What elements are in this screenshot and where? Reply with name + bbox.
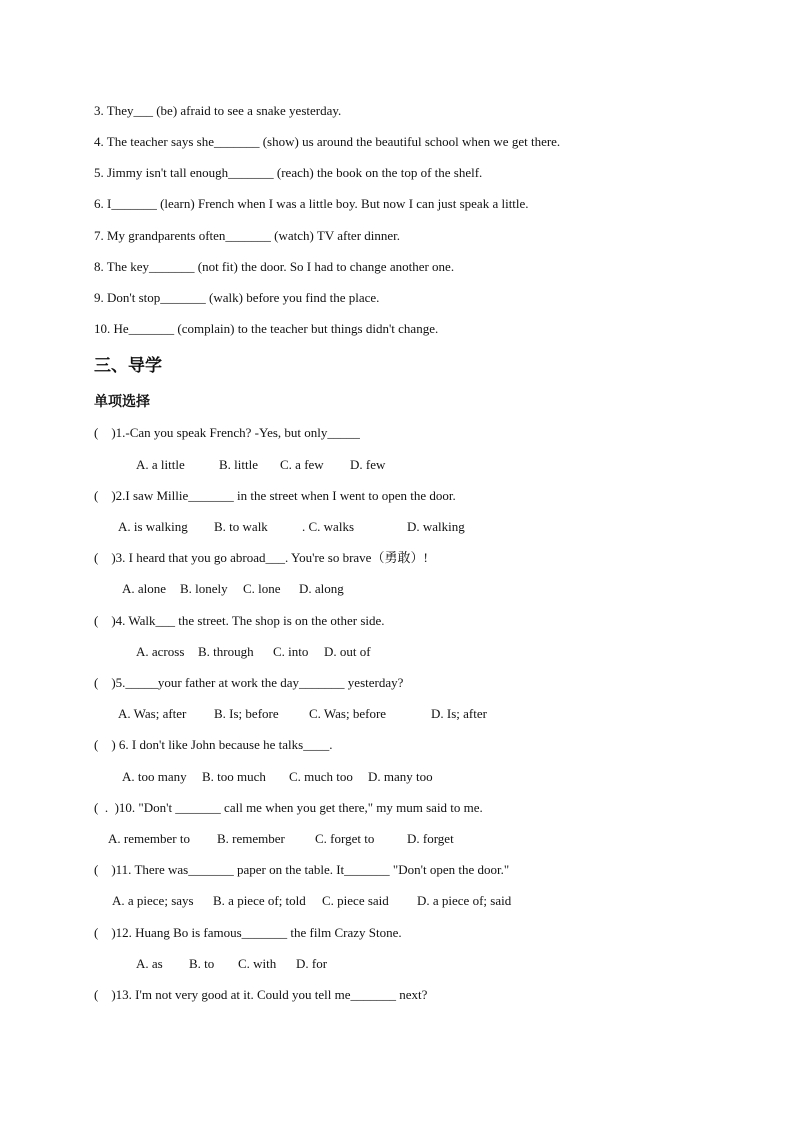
fill-blank-line: 9. Don't stop_______ (walk) before you find the place. (94, 290, 380, 305)
question-stem: ( )3. I heard that you go abroad___. You're so brave（勇敢）! (94, 550, 428, 565)
subsection-title: 单项选择 (94, 394, 150, 410)
answer-option: D. for (296, 956, 328, 971)
answer-option: D. out of (324, 644, 371, 659)
answer-option: D. Is; after (431, 706, 487, 721)
answer-option: B. too much (202, 769, 266, 784)
answer-option: A. across (136, 644, 185, 659)
fill-blank-line: 10. He_______ (complain) to the teacher but things didn't change. (94, 321, 439, 336)
answer-option: A. a little (136, 457, 185, 472)
fill-blank-line: 5. Jimmy isn't tall enough_______ (reach) the book on the top of the shelf. (94, 165, 483, 180)
fill-blank-line: 3. They___ (be) afraid to see a snake yesterday. (94, 103, 342, 118)
answer-option: A. is walking (118, 519, 188, 534)
answer-option: C. much too (289, 769, 353, 784)
answer-option: A. a piece; says (112, 893, 194, 908)
answer-option: C. into (273, 644, 309, 659)
answer-option: A. alone (122, 581, 167, 596)
question-stem: ( )13. I'm not very good at it. Could you tell me_______ next? (94, 987, 428, 1002)
question-stem: ( )4. Walk___ the street. The shop is on the other side. (94, 613, 385, 628)
answer-option: B. lonely (180, 581, 228, 596)
answer-option: B. little (219, 457, 258, 472)
answer-option: A. Was; after (118, 706, 187, 721)
answer-option: D. along (299, 581, 344, 596)
fill-blank-line: 4. The teacher says she_______ (show) us around the beautiful school when we get there. (94, 134, 561, 149)
answer-option: B. to (189, 956, 215, 971)
answer-option: A. too many (122, 769, 187, 784)
answer-option: C. forget to (315, 831, 375, 846)
fill-blank-line: 7. My grandparents often_______ (watch) TV after dinner. (94, 228, 401, 243)
answer-option: D. many too (368, 769, 433, 784)
answer-option: D. a piece of; said (417, 893, 512, 908)
answer-option: B. remember (217, 831, 285, 846)
answer-option: B. through (198, 644, 254, 659)
question-stem: ( )5._____your father at work the day_______ yesterday? (94, 675, 404, 690)
answer-option: B. Is; before (214, 706, 279, 721)
question-stem: ( )12. Huang Bo is famous_______ the film Crazy Stone. (94, 925, 402, 940)
answer-option: C. Was; before (309, 706, 387, 721)
answer-option: B. to walk (214, 519, 268, 534)
answer-option: D. few (350, 457, 386, 472)
answer-option: B. a piece of; told (213, 893, 306, 908)
question-stem: ( )2.I saw Millie_______ in the street when I went to open the door. (94, 488, 456, 503)
answer-option: A. as (136, 956, 163, 971)
question-stem: ( )1.-Can you speak French? -Yes, but only_____ (94, 425, 360, 440)
question-stem: ( )11. There was_______ paper on the table. It_______ "Don't open the door." (94, 862, 510, 877)
answer-option: C. lone (243, 581, 281, 596)
answer-option: A. remember to (108, 831, 190, 846)
section-title: 三、导学 (94, 356, 162, 376)
answer-option: D. forget (407, 831, 454, 846)
answer-option: . C. walks (302, 519, 354, 534)
answer-option: C. piece said (322, 893, 389, 908)
answer-option: C. with (238, 956, 277, 971)
answer-option: D. walking (407, 519, 465, 534)
fill-blank-line: 8. The key_______ (not fit) the door. So I had to change another one. (94, 259, 455, 274)
fill-blank-line: 6. I_______ (learn) French when I was a little boy. But now I can just speak a little. (94, 196, 529, 211)
question-stem: ( ) 6. I don't like John because he talks____. (94, 737, 333, 752)
answer-option: C. a few (280, 457, 324, 472)
question-stem: ( . )10. "Don't _______ call me when you get there," my mum said to me. (94, 800, 483, 815)
